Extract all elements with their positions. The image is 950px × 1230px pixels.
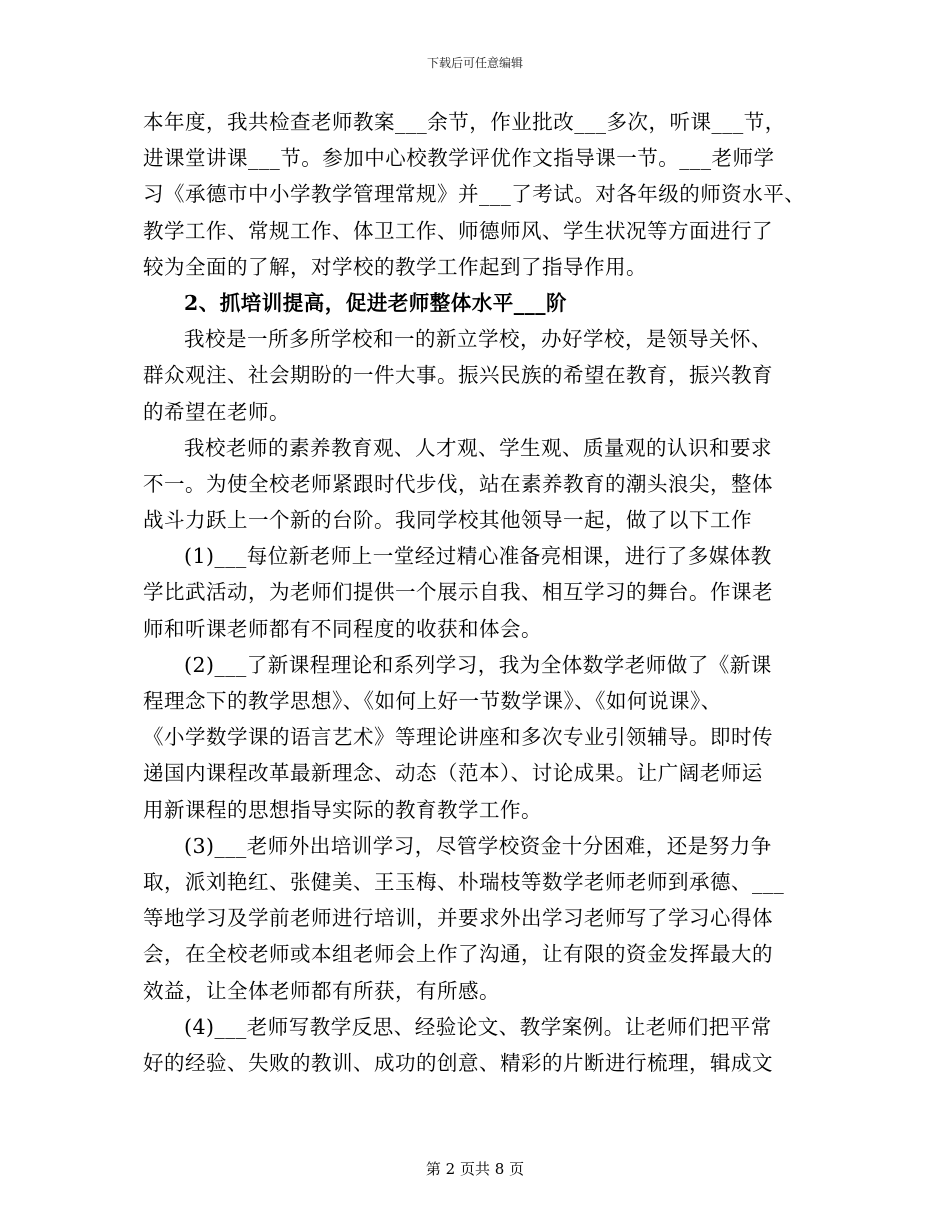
- text-line: (3)___老师外出培训学习，尽管学校资金十分困难，还是努力争: [184, 833, 772, 858]
- text-line: (2)___了新课程理论和系列学习，我为全体数学老师做了《新课: [184, 652, 772, 677]
- text-line: 群众观注、社会期盼的一件大事。振兴民族的希望在教育，振兴教育: [143, 363, 773, 388]
- text-line: 《小学数学课的语言艺术》等理论讲座和多次专业引领辅导。即时传: [143, 725, 773, 750]
- text-line: 不一。为使全校老师紧跟时代步伐，站在素养教育的潮头浪尖，整体: [143, 471, 773, 496]
- page-footer: 第 2 页共 8 页: [425, 1160, 525, 1178]
- text-line: 教学工作、常规工作、体卫工作、师德师风、学生状况等方面进行了: [143, 218, 773, 243]
- heading-line: 2、抓培训提高，促进老师整体水平___阶: [184, 290, 568, 315]
- text-line: 程理念下的教学思想》、《如何上好一节数学课》、《如何说课》、: [143, 689, 722, 713]
- text-line: 的希望在老师。: [143, 399, 290, 424]
- text-line: 习《承德市中小学教学管理常规》并___了考试。对各年级的师资水平、: [143, 182, 806, 207]
- text-line: 我校是一所多所学校和一的新立学校，办好学校，是领导关怀、: [184, 327, 772, 352]
- text-line: (1)___每位新老师上一堂经过精心准备亮相课，进行了多媒体教: [184, 544, 772, 569]
- paragraph: [143, 538, 823, 647]
- paragraph: [143, 430, 823, 539]
- text-line: 递国内课程改革最新理念、动态（范本）、讨论成果。让广阔老师运: [143, 761, 763, 786]
- text-line: 进课堂讲课___节。参加中心校教学评优作文指导课一节。___老师学: [143, 146, 775, 171]
- text-line: 师和听课老师都有不同程度的收获和体会。: [143, 616, 542, 641]
- text-line: 取，派刘艳红、张健美、王玉梅、朴瑞枝等数学老师老师到承德、___: [143, 869, 785, 894]
- text-line: 效益，让全体老师都有所获，有所感。: [143, 978, 500, 1003]
- paragraph: [143, 104, 823, 285]
- text-line: 我校老师的素养教育观、人才观、学生观、质量观的认识和要求: [184, 435, 772, 460]
- text-line: 好的经验、失败的教训、成功的创意、精彩的片断进行梳理，辑成文: [143, 1050, 773, 1075]
- paragraph: [143, 1009, 823, 1081]
- text-line: 会，在全校老师或本组老师会上作了沟通，让有限的资金发挥最大的: [143, 942, 773, 967]
- text-line: 战斗力跃上一个新的台阶。我同学校其他领导一起，做了以下工作: [143, 508, 752, 533]
- text-line: 等地学习及学前老师进行培训，并要求外出学习老师写了学习心得体: [143, 906, 773, 931]
- paragraph: [143, 321, 823, 430]
- text-line: 用新课程的思想指导实际的教育教学工作。: [143, 797, 542, 822]
- text-line: (4)___老师写教学反思、经验论文、教学案例。让老师们把平常: [184, 1014, 772, 1039]
- text-line: 学比武活动，为老师们提供一个展示自我、相互学习的舞台。作课老: [143, 580, 773, 605]
- section-heading: [143, 285, 823, 321]
- text-line: 较为全面的了解，对学校的教学工作起到了指导作用。: [143, 254, 647, 279]
- text-line: 本年度，我共检查老师教案___余节，作业批改___多次，听课___节，: [143, 110, 786, 134]
- document-body: [143, 104, 823, 1081]
- page-header: 下载后可任意编辑: [426, 56, 523, 70]
- paragraph: [143, 647, 823, 828]
- paragraph: [143, 828, 823, 1009]
